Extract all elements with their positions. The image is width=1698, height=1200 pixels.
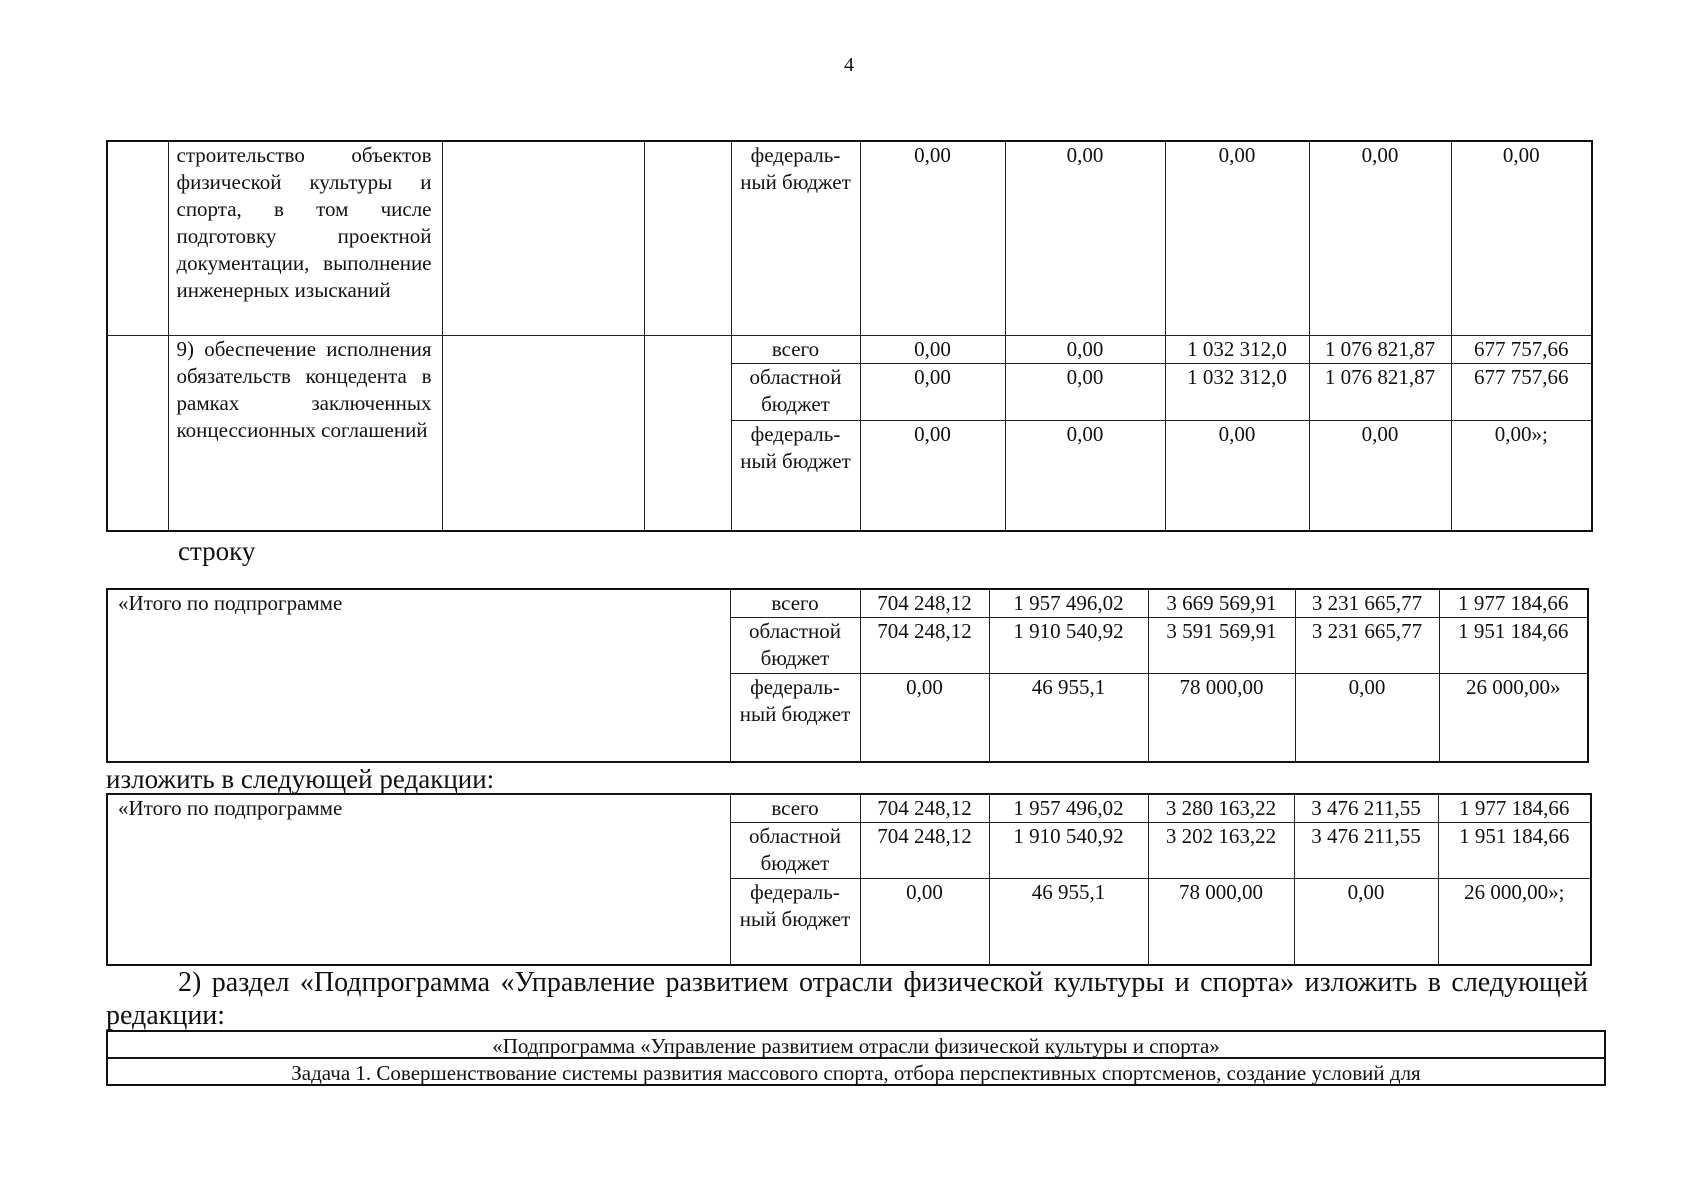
value-cell: 1 977 184,66 (1438, 794, 1591, 823)
source-federal: федераль-ный бюджет (730, 674, 860, 762)
value-cell: 677 757,66 (1451, 363, 1592, 420)
value-cell: 0,00 (860, 879, 989, 965)
value-cell: 26 000,00» (1439, 674, 1588, 762)
row-name-concession: 9) обеспечение исполнения обязательств концедента в рамках заключенных концессионных соглашений (168, 335, 442, 531)
value-cell: 3 669 569,91 (1148, 589, 1295, 618)
value-cell: 677 757,66 (1451, 335, 1592, 363)
source-total: всего (730, 794, 860, 823)
source-regional: областной бюджет (730, 618, 860, 674)
value-cell: 0,00 (860, 335, 1005, 363)
source-total: всего (730, 589, 860, 618)
value-cell: 0,00 (1295, 674, 1439, 762)
value-cell: 78 000,00 (1148, 674, 1295, 762)
value-cell: 0,00 (1005, 335, 1165, 363)
value-cell: 0,00 (1005, 420, 1165, 531)
value-cell: 3 591 569,91 (1148, 618, 1295, 674)
value-cell: 0,00 (1005, 363, 1165, 420)
task-row: Задача 1. Совершенствование системы развития массового спорта, отбора перспективных спортсменов, создание условий для (106, 1057, 1606, 1086)
value-cell: 0,00 (1309, 420, 1451, 531)
row-number-cell (107, 335, 168, 531)
value-cell: 3 476 211,55 (1294, 823, 1438, 879)
value-cell: 704 248,12 (860, 823, 989, 879)
value-cell: 1 951 184,66 (1438, 823, 1591, 879)
value-cell: 0,00 (860, 141, 1005, 335)
value-cell: 1 076 821,87 (1309, 363, 1451, 420)
value-cell: 0,00 (1165, 141, 1309, 335)
row-name-construction: строительство объектов физической культуры и спорта, в том числе подготовку проектной документации, выполнение инженерных изысканий (168, 141, 442, 335)
value-cell: 26 000,00»; (1438, 879, 1591, 965)
source-regional: областной бюджет (731, 363, 860, 420)
instruction-izlozhit: изложить в следующей редакции: (106, 764, 495, 794)
value-cell: 704 248,12 (860, 794, 989, 823)
executor-cell (442, 335, 644, 531)
value-cell: 0,00 (1165, 420, 1309, 531)
value-cell: 1 957 496,02 (989, 589, 1148, 618)
value-cell: 704 248,12 (860, 589, 989, 618)
value-cell: 0,00 (1005, 141, 1165, 335)
period-cell (644, 141, 731, 335)
value-cell: 0,00 (1309, 141, 1451, 335)
total-label: «Итого по подпрограмме (107, 589, 730, 762)
source-total: всего (731, 335, 860, 363)
value-cell: 1 957 496,02 (989, 794, 1148, 823)
value-cell: 46 955,1 (989, 674, 1148, 762)
period-cell (644, 335, 731, 531)
row-number-cell (107, 141, 168, 335)
value-cell: 1 951 184,66 (1439, 618, 1588, 674)
funding-table-continuation (106, 140, 1593, 532)
value-cell: 0,00 (1451, 141, 1592, 335)
value-cell: 78 000,00 (1148, 879, 1294, 965)
value-cell: 0,00 (860, 674, 989, 762)
subprogram-title: «Подпрограмма «Управление развитием отрасли физической культуры и спорта» (106, 1030, 1606, 1059)
value-cell: 1 977 184,66 (1439, 589, 1588, 618)
value-cell: 1 032 312,0 (1165, 363, 1309, 420)
page-number: 4 (844, 54, 854, 76)
value-cell: 46 955,1 (989, 879, 1148, 965)
value-cell: 3 231 665,77 (1295, 618, 1439, 674)
value-cell: 3 476 211,55 (1294, 794, 1438, 823)
subprogram-total-old (106, 588, 1589, 763)
value-cell: 3 202 163,22 (1148, 823, 1294, 879)
value-cell: 3 280 163,22 (1148, 794, 1294, 823)
total-label: «Итого по подпрограмме (107, 794, 730, 965)
value-cell: 1 032 312,0 (1165, 335, 1309, 363)
value-cell: 1 076 821,87 (1309, 335, 1451, 363)
value-cell: 1 910 540,92 (989, 618, 1148, 674)
value-cell: 0,00»; (1451, 420, 1592, 531)
value-cell: 704 248,12 (860, 618, 989, 674)
subprogram-total-new (106, 793, 1592, 966)
value-cell: 0,00 (860, 363, 1005, 420)
source-federal: федераль-ный бюджет (731, 420, 860, 531)
value-cell: 1 910 540,92 (989, 823, 1148, 879)
value-cell: 3 231 665,77 (1295, 589, 1439, 618)
executor-cell (442, 141, 644, 335)
source-regional: областной бюджет (730, 823, 860, 879)
source-federal: федераль-ный бюджет (731, 141, 860, 335)
section-paragraph: 2) раздел «Подпрограмма «Управление развитием отрасли физической культуры и спорта» изложить в следующей редакции: (106, 967, 1588, 1031)
value-cell: 0,00 (1294, 879, 1438, 965)
value-cell: 0,00 (860, 420, 1005, 531)
instruction-stroku: строку (178, 536, 256, 566)
source-federal: федераль-ный бюджет (730, 879, 860, 965)
